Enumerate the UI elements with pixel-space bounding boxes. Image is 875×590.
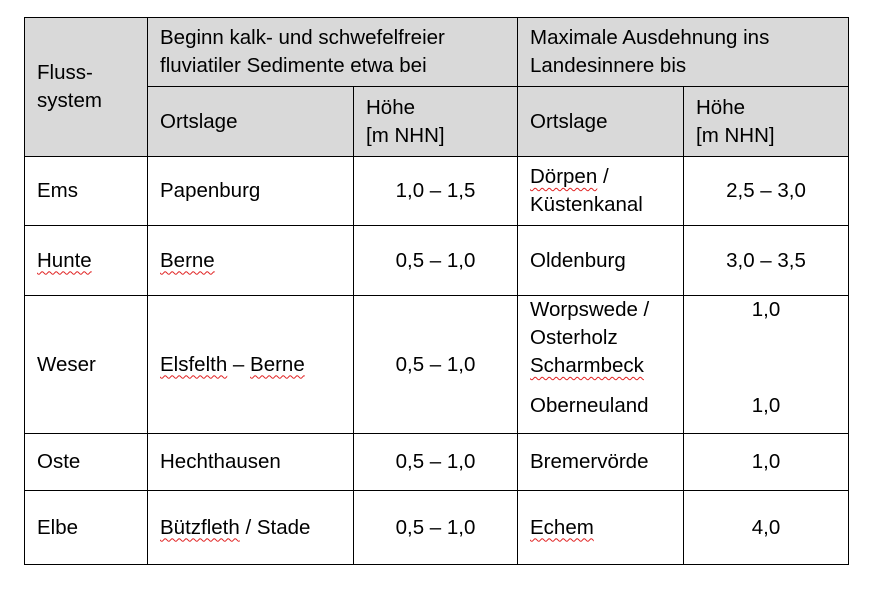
header-ortslage-max: Ortslage <box>518 87 684 157</box>
max-hoehe-cell: 3,0 – 3,5 <box>684 226 849 296</box>
header-maximale-ausdehnung: Maximale Ausdehnung ins Landesinnere bis <box>518 18 849 87</box>
spellcheck-word: Dörpen <box>530 165 598 188</box>
table-row <box>25 434 849 491</box>
max-hoehe-cell: 1,0 1,0 <box>684 296 849 434</box>
beginn-ortslage-cell: Papenburg <box>148 157 354 226</box>
beginn-hoehe-cell: 0,5 – 1,0 <box>354 491 518 565</box>
spellcheck-word: Scharmbeck <box>530 354 644 377</box>
fluss-cell: Weser <box>25 296 148 434</box>
fluss-cell: Oste <box>25 434 148 491</box>
spellcheck-word: Berne <box>250 352 305 376</box>
beginn-hoehe-cell: 1,0 – 1,5 <box>354 157 518 226</box>
table-row <box>25 296 849 434</box>
header-ortslage-beginn: Ortslage <box>148 87 354 157</box>
table-row <box>25 226 849 296</box>
fluss-cell <box>25 226 148 296</box>
header-beginn: Beginn kalk- und schwefelfreier fluviatiler Sedimente etwa bei <box>148 18 518 87</box>
table-row <box>25 491 849 565</box>
max-hoehe-cell: 1,0 <box>684 434 849 491</box>
max-ortslage-cell: Bremervörde <box>518 434 684 491</box>
spellcheck-word: Echem <box>530 515 594 539</box>
header-row-1 <box>25 18 849 87</box>
sediment-table <box>24 17 849 565</box>
max-ortslage-cell: Oldenburg <box>518 226 684 296</box>
max-hoehe-cell: 2,5 – 3,0 <box>684 157 849 226</box>
header-hoehe-max: Höhe [m NHN] <box>684 87 849 157</box>
beginn-hoehe-cell: 0,5 – 1,0 <box>354 434 518 491</box>
spellcheck-word: Bützfleth <box>160 515 240 539</box>
table-row <box>25 157 849 226</box>
max-hoehe-cell: 4,0 <box>684 491 849 565</box>
fluss-cell: Ems <box>25 157 148 226</box>
header-row-2 <box>25 87 849 157</box>
beginn-ortslage-cell <box>148 226 354 296</box>
beginn-hoehe-cell: 0,5 – 1,0 <box>354 296 518 434</box>
spellcheck-word: Hunte <box>37 248 92 272</box>
beginn-hoehe-cell: 0,5 – 1,0 <box>354 226 518 296</box>
spellcheck-word: Berne <box>160 248 215 272</box>
beginn-ortslage-cell: Elsfelth – Berne <box>148 296 354 434</box>
beginn-ortslage-cell: Hechthausen <box>148 434 354 491</box>
max-ortslage-cell: Dörpen / Küstenkanal <box>518 157 684 226</box>
header-hoehe-beginn: Höhe [m NHN] <box>354 87 518 157</box>
max-ortslage-cell <box>518 491 684 565</box>
spellcheck-word: Elsfelth <box>160 352 228 376</box>
beginn-ortslage-cell: Bützfleth / Stade <box>148 491 354 565</box>
header-flusssystem: Fluss- system <box>25 18 148 157</box>
max-ortslage-cell: Worpswede / Osterholz Scharmbeck Oberneuland <box>518 296 684 434</box>
fluss-cell: Elbe <box>25 491 148 565</box>
